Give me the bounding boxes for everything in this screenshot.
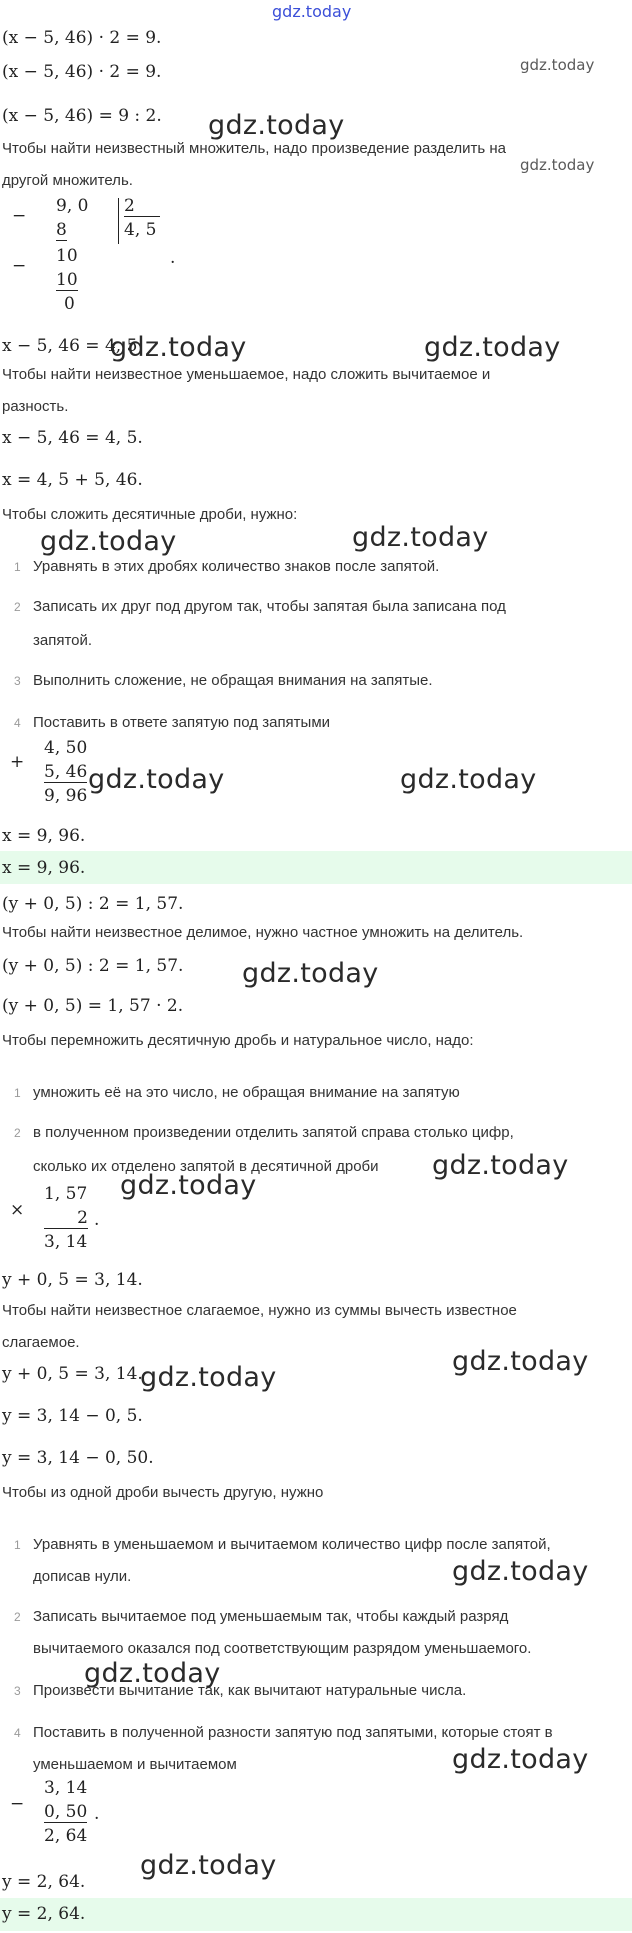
step-number: 2 <box>14 600 21 614</box>
step-text: дописав нули. <box>33 1568 132 1585</box>
equation: (y + 0, 5) = 1, 57 · 2. <box>2 996 184 1016</box>
step-number: 2 <box>14 1126 21 1140</box>
step-number: 1 <box>14 560 21 574</box>
long-division <box>0 194 180 319</box>
column-addition <box>0 736 100 808</box>
answer-highlight <box>0 1898 632 1931</box>
watermark: gdz.today <box>520 156 595 174</box>
sum: 9, 96 <box>44 786 88 806</box>
rule-text: Чтобы найти неизвестный множитель, надо произведение разделить на <box>2 140 506 157</box>
watermark: gdz.today <box>88 764 225 795</box>
step-text: Уравнять в этих дробях количество знаков после запятой. <box>33 558 440 575</box>
dividend: 9, 0 <box>56 196 89 216</box>
step-number: 1 <box>14 1086 21 1100</box>
watermark: gdz.today <box>452 1744 589 1775</box>
rule-text: Чтобы найти неизвестное уменьшаемое, надо сложить вычитаемое и <box>2 366 491 383</box>
answer-highlight <box>0 851 632 884</box>
watermark: gdz.today <box>452 1556 589 1587</box>
minus-sign: − <box>12 256 27 276</box>
minus-sign: − <box>12 206 27 226</box>
step-number: 3 <box>14 674 21 688</box>
answer: x = 9, 96. <box>2 858 86 878</box>
watermark: gdz.today <box>40 526 177 557</box>
equation: (x − 5, 46) · 2 = 9. <box>2 62 162 82</box>
step-number: 3 <box>14 1684 21 1698</box>
equation: y + 0, 5 = 3, 14. <box>2 1364 143 1384</box>
remainder: 10 <box>56 246 78 266</box>
equation: (x − 5, 46) · 2 = 9. <box>2 28 162 48</box>
watermark: gdz.today <box>84 1658 221 1689</box>
step-number: 1 <box>14 1538 21 1552</box>
dot: . <box>170 248 176 268</box>
watermark: gdz.today <box>140 1850 277 1881</box>
step-text: Уравнять в уменьшаемом и вычитаемом количество цифр после запятой, <box>33 1536 551 1553</box>
step-text: Записать вычитаемое под уменьшаемым так, чтобы каждый разряд <box>33 1608 509 1625</box>
remainder: 0 <box>64 294 75 314</box>
dot: . <box>94 1804 100 1824</box>
answer: y = 2, 64. <box>2 1904 86 1924</box>
watermark: gdz.today <box>208 110 345 141</box>
step-text: Произвести вычитание так, как вычитают натуральные числа. <box>33 1682 467 1699</box>
factor: 2 <box>44 1208 88 1229</box>
rule-text: Чтобы перемножить десятичную дробь и натуральное число, надо: <box>2 1032 474 1049</box>
equation: y + 0, 5 = 3, 14. <box>2 1270 143 1290</box>
step-text: вычитаемого оказался под соответствующим разрядом уменьшаемого. <box>33 1640 532 1657</box>
equation: x = 4, 5 + 5, 46. <box>2 470 143 490</box>
rule-text: слагаемое. <box>2 1334 80 1351</box>
top-watermark[interactable]: gdz.today <box>272 2 352 21</box>
step-number: 2 <box>14 1610 21 1624</box>
watermark: gdz.today <box>520 56 595 74</box>
addend: 4, 50 <box>44 738 88 758</box>
column-subtraction <box>0 1776 110 1848</box>
watermark: gdz.today <box>110 332 247 363</box>
equation: (y + 0, 5) : 2 = 1, 57. <box>2 894 184 914</box>
division-bar <box>118 198 119 244</box>
step-number: 4 <box>14 716 21 730</box>
product: 3, 14 <box>44 1232 88 1252</box>
equation: y = 2, 64. <box>2 1872 86 1892</box>
step-text: Выполнить сложение, не обращая внимания на запятые. <box>33 672 433 689</box>
plus-sign: + <box>10 752 25 772</box>
watermark: gdz.today <box>242 958 379 989</box>
step-text: уменьшаемом и вычитаемом <box>33 1756 237 1773</box>
rule-text: Чтобы из одной дроби вычесть другую, нужно <box>2 1484 324 1501</box>
equation: x − 5, 46 = 4, 5 <box>2 336 138 356</box>
minus-sign: − <box>10 1794 25 1814</box>
watermark: gdz.today <box>140 1362 277 1393</box>
rule-text: другой множитель. <box>2 172 133 189</box>
equation: y = 3, 14 − 0, 5. <box>2 1406 143 1426</box>
step-text: сколько их отделено запятой в десятичной дроби <box>33 1158 379 1175</box>
addend: 5, 46 <box>44 762 88 782</box>
times-sign: × <box>10 1200 25 1220</box>
equation: (y + 0, 5) : 2 = 1, 57. <box>2 956 184 976</box>
watermark: gdz.today <box>424 332 561 363</box>
rule-text: Чтобы найти неизвестное делимое, нужно частное умножить на делитель. <box>2 924 524 941</box>
rule-text: разность. <box>2 398 69 415</box>
equation: x − 5, 46 = 4, 5. <box>2 428 143 448</box>
dot: . <box>94 1210 100 1230</box>
watermark: gdz.today <box>452 1346 589 1377</box>
equation: y = 3, 14 − 0, 50. <box>2 1448 154 1468</box>
column-multiplication <box>0 1182 110 1254</box>
step-text: Поставить в полученной разности запятую под запятыми, которые стоят в <box>33 1724 553 1741</box>
step-text: в полученном произведении отделить запятой справа столько цифр, <box>33 1124 514 1141</box>
step-number: 4 <box>14 1726 21 1740</box>
rule-text: Чтобы сложить десятичные дроби, нужно: <box>2 506 298 523</box>
subtrahend: 8 <box>56 220 67 240</box>
equation: (x − 5, 46) = 9 : 2. <box>2 106 162 126</box>
difference: 2, 64 <box>44 1826 88 1846</box>
step-text: запятой. <box>33 632 93 649</box>
rule-text: Чтобы найти неизвестное слагаемое, нужно из суммы вычесть известное <box>2 1302 517 1319</box>
step-text: умножить её на это число, не обращая внимание на запятую <box>33 1084 460 1101</box>
divisor: 2 <box>124 196 160 217</box>
factor: 1, 57 <box>44 1184 88 1204</box>
minuend: 3, 14 <box>44 1778 88 1798</box>
quotient: 4, 5 <box>124 220 157 240</box>
equation: x = 9, 96. <box>2 826 86 846</box>
step-text: Записать их друг под другом так, чтобы запятая была записана под <box>33 598 506 615</box>
step-text: Поставить в ответе запятую под запятыми <box>33 714 331 731</box>
subtrahend: 10 <box>56 270 78 290</box>
watermark: gdz.today <box>400 764 537 795</box>
subtrahend: 0, 50 <box>44 1802 88 1822</box>
watermark: gdz.today <box>352 522 489 553</box>
watermark: gdz.today <box>120 1170 257 1201</box>
watermark: gdz.today <box>432 1150 569 1181</box>
